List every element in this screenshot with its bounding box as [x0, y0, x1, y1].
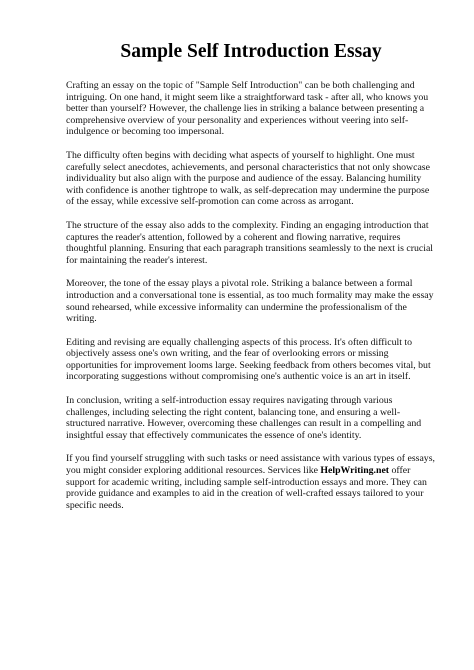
- paragraph-5: Editing and revising are equally challenging aspects of this process. It's often difficult to objectively assess one's own writing, and the fear of overlooking errors or missing opportunities for improvement looms large. Seeking feedback from others becomes vital, but incorporating suggestions without compromising one's authentic voice is an art in itself.: [66, 336, 431, 383]
- paragraph-1: Crafting an essay on the topic of "Sample Self Introduction" can be both challenging and intriguing. On one hand, it might seem like a straightforward task - after all, who knows you better than yourself? However, the challenge lies in striking a balance between presenting a comprehensive overview of your personality and experiences without veering into self-indulgence or becoming too impersonal.: [66, 80, 429, 138]
- closing-text-after: offer support for academic writing, including sample self-introduction essays and more. They can provide guidance and examples to aid in the creation of well-crafted essays tailored to your specific needs.: [66, 465, 427, 511]
- paragraph-3: The structure of the essay also adds to the complexity. Finding an engaging introduction that captures the reader's attention, followed by a coherent and flowing narrative, requires thoughtful planning. Ensuring that each paragraph transitions seamlessly to the next is crucial for maintaining the reader's interest.: [66, 219, 434, 266]
- helpwriting-link[interactable]: HelpWriting.net: [320, 465, 390, 477]
- paragraph-6: In conclusion, writing a self-introduction essay requires navigating through various challenges, including selecting the right content, balancing tone, and ensuring a well-structured narrative. However, overcoming these challenges can result in a compelling and insightful essay that effectively communicates the essence of one's identity.: [66, 395, 422, 441]
- closing-paragraph: [66, 453, 436, 511]
- paragraph-2: The difficulty often begins with deciding what aspects of yourself to highlight. One must carefully select anecdotes, achievements, and personal characteristics that not only showcase individuality but also align with the purpose and audience of the essay. Balancing humility with confidence is another tightrope to walk, as self-deprecation may undermine the purpose of the essay, while excessive self-promotion can come across as arrogant.: [66, 149, 430, 208]
- document-content: [66, 40, 436, 523]
- paragraph-4: Moreover, the tone of the essay plays a pivotal role. Striking a balance between a formal introduction and a conversational tone is essential, as too much formality may make the essay sound rehearsed, while excessive informality can undermine the professionalism of the writing.: [66, 278, 434, 325]
- closing-text-before: If you find yourself struggling with such tasks or need assistance with various types of essays, you might consider exploring additional resources. Services like: [66, 453, 435, 477]
- page-title: Sample Self Introduction Essay: [120, 41, 382, 62]
